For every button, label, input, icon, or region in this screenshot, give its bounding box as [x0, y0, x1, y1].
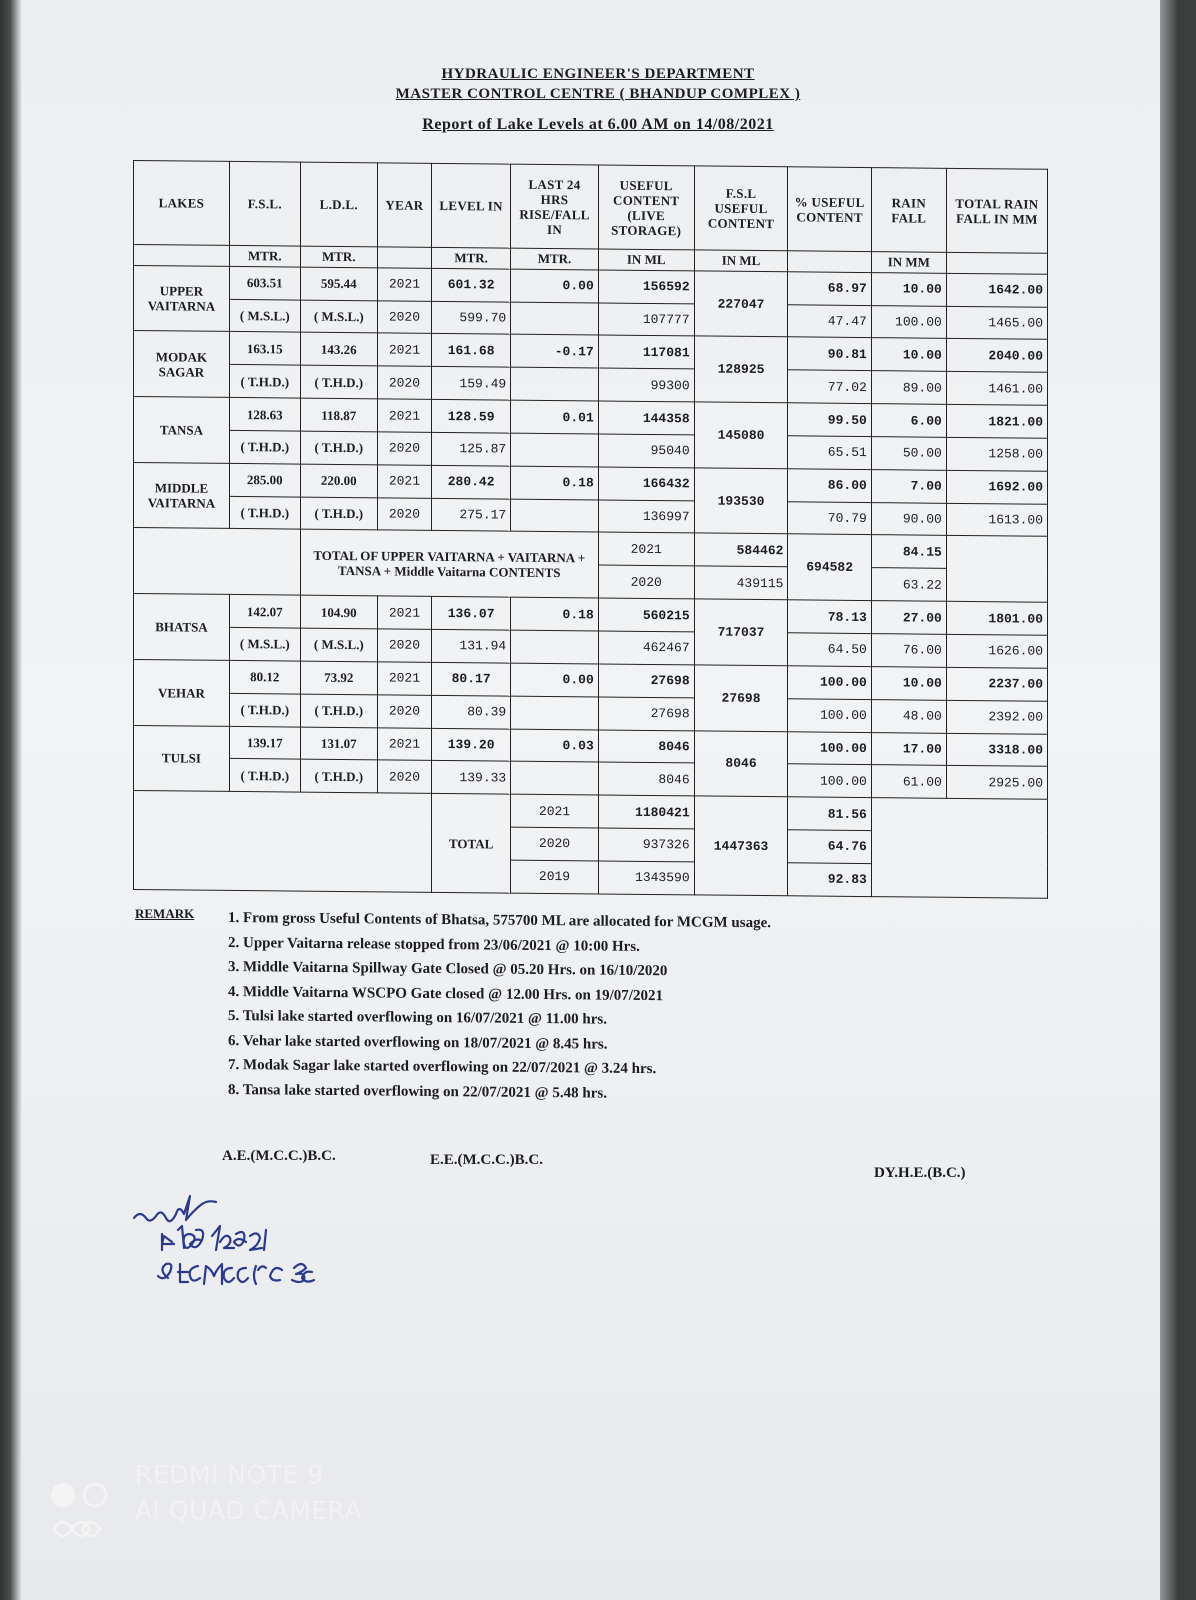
- fsl-useful-value: 128925: [694, 336, 788, 403]
- pct-useful-value: 92.83: [788, 863, 871, 897]
- datum-label: ( T.H.D.): [300, 759, 377, 793]
- fsl-value: 139.17: [229, 726, 300, 760]
- total-rainfall-value: 1692.00: [946, 470, 1047, 504]
- rise-fall-value: 0.03: [511, 729, 599, 763]
- unit-blank: [946, 252, 1047, 274]
- datum-label: ( M.S.L.): [300, 300, 377, 334]
- rise-fall-value: 0.00: [511, 269, 599, 303]
- fsl-useful-value: 145080: [694, 402, 788, 469]
- datum-label: ( T.H.D.): [229, 496, 300, 530]
- year-cell: 2019: [511, 860, 599, 894]
- unit-blank: [788, 251, 871, 272]
- ldl-value: 595.44: [300, 267, 377, 301]
- total-rainfall-value: 1821.00: [946, 404, 1047, 438]
- fsl-value: 128.63: [229, 398, 300, 432]
- pct-useful-value: 78.13: [788, 600, 871, 634]
- total-rainfall-value: 1461.00: [946, 372, 1047, 406]
- ldl-value: 118.87: [300, 398, 377, 432]
- header-row: [134, 161, 1048, 254]
- total-rainfall-value: 1258.00: [946, 437, 1047, 471]
- datum-label: ( T.H.D.): [300, 431, 377, 465]
- total-rainfall-value: 1626.00: [946, 634, 1047, 668]
- datum-label: ( T.H.D.): [300, 694, 377, 728]
- rise-fall-value: [511, 302, 599, 336]
- useful-content-value: 95040: [598, 434, 694, 468]
- ae-signatory: A.E.(M.C.C.)B.C.: [222, 1148, 336, 1164]
- total-rainfall-value: 2392.00: [946, 700, 1047, 734]
- year-cell: 2021: [377, 727, 431, 760]
- useful-content-value: 166432: [598, 467, 694, 501]
- useful-content-value: 8046: [598, 729, 694, 763]
- useful-content-value: 27698: [598, 697, 694, 731]
- camera-logo-icon: [50, 1482, 110, 1544]
- year-cell: 2020: [377, 760, 431, 793]
- unit-ldl: MTR.: [300, 246, 377, 267]
- year-cell: 2021: [377, 662, 431, 695]
- fsl-value: 163.15: [229, 332, 300, 366]
- useful-content-value: 107777: [598, 303, 694, 337]
- rainfall-value: 10.00: [871, 666, 946, 700]
- rainfall-value: 10.00: [871, 272, 946, 306]
- useful-content-value: 144358: [598, 401, 694, 435]
- year-cell: 2020: [511, 827, 599, 861]
- remark-item: 4. Middle Vaitarna WSCPO Gate closed @ 12.00 Hrs. on 19/07/2021: [228, 983, 663, 1004]
- fsl-value: 285.00: [229, 463, 300, 497]
- pct-useful-value: 81.56: [788, 797, 871, 831]
- pct-useful-value: 90.81: [788, 337, 871, 371]
- fsl-value: 142.07: [229, 595, 300, 629]
- level-value: 599.70: [432, 301, 511, 335]
- useful-content-value: 99300: [598, 368, 694, 402]
- level-value: 601.32: [432, 268, 511, 302]
- level-value: 139.20: [432, 728, 511, 762]
- rainfall-value: 6.00: [871, 404, 946, 438]
- rainfall-value: 17.00: [871, 732, 946, 766]
- remark-list: [228, 906, 771, 1107]
- pct-useful-value: 63.22: [871, 568, 946, 602]
- col-year: YEAR: [377, 163, 431, 248]
- fsl-useful-value: 193530: [694, 468, 788, 535]
- rainfall-value: 50.00: [871, 437, 946, 471]
- lake-name: VEHAR: [134, 659, 230, 726]
- ee-signatory: E.E.(M.C.C.)B.C.: [430, 1152, 543, 1168]
- rainfall-value: 27.00: [871, 601, 946, 635]
- rise-fall-value: [511, 696, 599, 730]
- col-rise-fall: LAST 24 HRS RISE/FALL IN: [511, 164, 599, 249]
- level-value: 131.94: [432, 629, 511, 663]
- lake-levels-table: [133, 160, 1048, 899]
- col-rain: RAIN FALL: [871, 168, 946, 253]
- level-value: 136.07: [432, 597, 511, 631]
- total-label: TOTAL: [432, 794, 511, 894]
- total-rainfall-value: 2925.00: [946, 766, 1047, 800]
- rise-fall-value: [511, 630, 599, 664]
- level-value: 80.17: [432, 662, 511, 696]
- pct-useful-value: 64.50: [788, 633, 871, 667]
- year-cell: 2020: [598, 565, 694, 599]
- total-rainfall-value: 1613.00: [946, 503, 1047, 537]
- datum-label: ( M.S.L.): [229, 299, 300, 333]
- pct-useful-value: 84.15: [871, 535, 946, 569]
- year-cell: 2021: [377, 399, 431, 432]
- rise-fall-value: [511, 367, 599, 401]
- pct-useful-value: 100.00: [788, 666, 871, 700]
- pct-useful-value: 68.97: [788, 272, 871, 306]
- year-cell: 2021: [377, 268, 431, 301]
- year-cell: 2021: [511, 794, 599, 828]
- remark-label: REMARK: [135, 906, 195, 921]
- lake-name: MODAK SAGAR: [134, 331, 230, 398]
- useful-content-value: 117081: [598, 335, 694, 369]
- subtotal-label: TOTAL OF UPPER VAITARNA + VAITARNA + TANSA + Middle Vaitarna CONTENTS: [300, 530, 598, 599]
- remark-item: 5. Tulsi lake started overflowing on 16/07/2021 @ 11.00 hrs.: [228, 1008, 607, 1028]
- year-cell: 2021: [598, 532, 694, 566]
- useful-content-value: 27698: [598, 664, 694, 698]
- rainfall-value: 10.00: [871, 338, 946, 372]
- total-rainfall-value: 2040.00: [946, 339, 1047, 373]
- unit-blank: [377, 247, 431, 268]
- level-value: 161.68: [432, 334, 511, 368]
- unit-rise: MTR.: [511, 248, 599, 269]
- ldl-value: 73.92: [300, 661, 377, 695]
- rise-fall-value: 0.00: [511, 663, 599, 697]
- rise-fall-value: [511, 433, 599, 467]
- rise-fall-value: 0.01: [511, 400, 599, 434]
- col-useful-content: USEFUL CONTENT (LIVE STORAGE): [598, 165, 694, 250]
- datum-label: ( T.H.D.): [229, 365, 300, 399]
- lake-name: MIDDLE VAITARNA: [134, 462, 230, 529]
- rainfall-value: 76.00: [871, 634, 946, 668]
- year-cell: 2021: [377, 333, 431, 366]
- level-value: 139.33: [432, 761, 511, 795]
- useful-content-value: 136997: [598, 500, 694, 534]
- useful-content-value: 462467: [598, 631, 694, 665]
- fsl-useful-value: 717037: [694, 599, 788, 666]
- fsl-value: 80.12: [229, 660, 300, 694]
- remark-item: 8. Tansa lake started overflowing on 22/07/2021 @ 5.48 hrs.: [228, 1081, 607, 1102]
- year-cell: 2020: [377, 432, 431, 465]
- blank-cell: [946, 536, 1047, 603]
- pct-useful-value: 99.50: [788, 403, 871, 437]
- pct-useful-value: 65.51: [788, 436, 871, 470]
- centre-title: MASTER CONTROL CENTRE ( BHANDUP COMPLEX ): [395, 86, 801, 102]
- rainfall-value: 7.00: [871, 469, 946, 503]
- datum-label: ( M.S.L.): [300, 628, 377, 662]
- rise-fall-value: 0.18: [511, 597, 599, 631]
- datum-label: ( T.H.D.): [300, 497, 377, 531]
- remark-item: 7. Modak Sagar lake started overflowing on 22/07/2021 @ 3.24 hrs.: [228, 1057, 657, 1078]
- rise-fall-value: 0.18: [511, 466, 599, 500]
- watermark-camera: AI QUAD CAMERA: [135, 1496, 363, 1525]
- ldl-value: 131.07: [300, 727, 377, 761]
- total-rainfall-value: 3318.00: [946, 733, 1047, 767]
- department-title: HYDRAULIC ENGINEER'S DEPARTMENT: [441, 66, 755, 82]
- blank-cell: [134, 791, 432, 893]
- total-rainfall-value: 2237.00: [946, 667, 1047, 701]
- total-rainfall-value: 1642.00: [946, 273, 1047, 307]
- ldl-value: 104.90: [300, 595, 377, 629]
- year-cell: 2020: [377, 497, 431, 530]
- datum-label: ( T.H.D.): [229, 759, 300, 793]
- level-value: 275.17: [432, 498, 511, 532]
- fsl-useful-value: 694582: [788, 534, 871, 600]
- datum-label: ( T.H.D.): [229, 693, 300, 727]
- handwritten-signature: [132, 1190, 392, 1300]
- unit-rain: IN MM: [871, 252, 946, 273]
- year-cell: 2020: [377, 300, 431, 333]
- unit-blank: [134, 245, 230, 266]
- ldl-value: 220.00: [300, 464, 377, 498]
- pct-useful-value: 47.47: [788, 304, 871, 338]
- col-pct-useful: % USEFUL CONTENT: [788, 167, 871, 252]
- unit-useful: IN ML: [598, 249, 694, 270]
- report-title: Report of Lake Levels at 6.00 AM on 14/08/2021: [422, 116, 774, 133]
- unit-fsl-useful: IN ML: [694, 250, 788, 271]
- pct-useful-value: 70.79: [788, 501, 871, 535]
- rise-fall-value: [511, 762, 599, 796]
- pct-useful-value: 100.00: [788, 764, 871, 798]
- useful-content-value: 439115: [694, 566, 788, 600]
- rise-fall-value: -0.17: [511, 335, 599, 369]
- remark-item: 1. From gross Useful Contents of Bhatsa, 575700 ML are allocated for MCGM usage.: [228, 910, 772, 932]
- level-value: 280.42: [432, 465, 511, 499]
- total-rainfall-value: 1801.00: [946, 601, 1047, 635]
- level-value: 128.59: [432, 399, 511, 433]
- pct-useful-value: 100.00: [788, 731, 871, 765]
- year-cell: 2020: [377, 629, 431, 662]
- remark-item: 2. Upper Vaitarna release stopped from 23/06/2021 @ 10:00 Hrs.: [228, 934, 640, 955]
- pct-useful-value: 100.00: [788, 698, 871, 732]
- lake-name: UPPER VAITARNA: [134, 265, 230, 332]
- year-cell: 2021: [377, 596, 431, 629]
- fsl-useful-value: 1447363: [694, 796, 788, 896]
- remark-item: 6. Vehar lake started overflowing on 18/07/2021 @ 8.45 hrs.: [228, 1032, 608, 1053]
- rainfall-value: 89.00: [871, 371, 946, 405]
- rainfall-value: 48.00: [871, 699, 946, 733]
- year-cell: 2021: [377, 465, 431, 498]
- lake-name: TULSI: [134, 725, 230, 792]
- remark-item: 3. Middle Vaitarna Spillway Gate Closed @ 05.20 Hrs. on 16/10/2020: [228, 959, 668, 980]
- blank-cell: [871, 798, 1047, 898]
- fsl-useful-value: 227047: [694, 271, 788, 338]
- useful-content-value: 584462: [694, 533, 788, 567]
- dyhe-signatory: DY.H.E.(B.C.): [874, 1165, 966, 1181]
- lake-name: TANSA: [134, 397, 230, 464]
- col-lakes: LAKES: [134, 161, 230, 246]
- col-level: LEVEL IN: [432, 163, 511, 248]
- level-value: 125.87: [432, 432, 511, 466]
- col-ldl: L.D.L.: [300, 162, 377, 247]
- fsl-useful-value: 8046: [694, 730, 788, 797]
- col-total-rain: TOTAL RAIN FALL IN MM: [946, 168, 1047, 253]
- fsl-value: 603.51: [229, 266, 300, 300]
- useful-content-value: 560215: [598, 598, 694, 632]
- year-cell: 2020: [377, 695, 431, 728]
- pct-useful-value: 86.00: [788, 469, 871, 503]
- pct-useful-value: 77.02: [788, 370, 871, 404]
- col-fsl-useful: F.S.L USEFUL CONTENT: [694, 166, 788, 251]
- useful-content-value: 1180421: [598, 795, 694, 829]
- lake-name: BHATSA: [134, 594, 230, 661]
- year-cell: 2020: [377, 366, 431, 399]
- useful-content-value: 1343590: [598, 861, 694, 895]
- total-rainfall-value: 1465.00: [946, 306, 1047, 340]
- datum-label: ( T.H.D.): [229, 430, 300, 464]
- useful-content-value: 156592: [598, 270, 694, 304]
- ldl-value: 143.26: [300, 333, 377, 367]
- unit-fsl: MTR.: [229, 246, 300, 267]
- rainfall-value: 61.00: [871, 765, 946, 799]
- level-value: 159.49: [432, 367, 511, 401]
- fsl-useful-value: 27698: [694, 665, 788, 732]
- datum-label: ( T.H.D.): [300, 365, 377, 399]
- rainfall-value: 90.00: [871, 502, 946, 536]
- rise-fall-value: [511, 499, 599, 533]
- datum-label: ( M.S.L.): [229, 627, 300, 661]
- useful-content-value: 8046: [598, 762, 694, 796]
- watermark-model: REDMI NOTE 9: [135, 1460, 324, 1489]
- useful-content-value: 937326: [598, 828, 694, 862]
- level-value: 80.39: [432, 695, 511, 729]
- pct-useful-value: 64.76: [788, 830, 871, 864]
- col-fsl: F.S.L.: [229, 161, 300, 246]
- unit-level: MTR.: [432, 248, 511, 269]
- rainfall-value: 100.00: [871, 305, 946, 339]
- blank-cell: [134, 528, 301, 595]
